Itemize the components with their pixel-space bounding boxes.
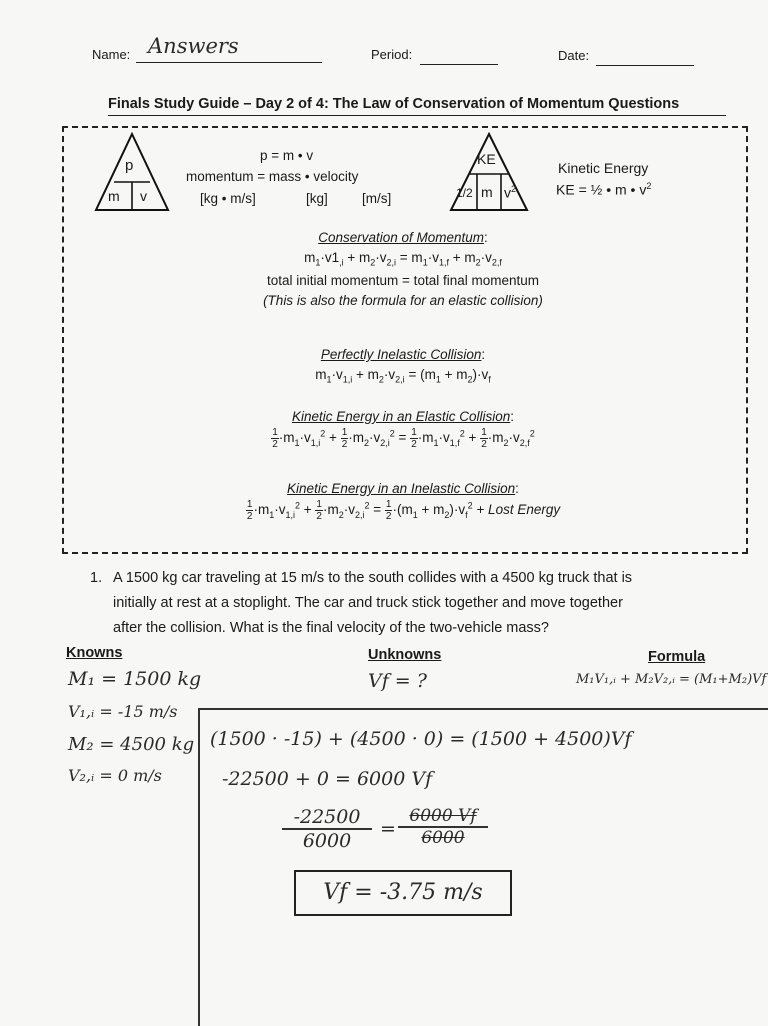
known-v1i: V₁,ᵢ = -15 m/s [68,702,178,721]
triangle-v: v [140,188,147,204]
ke-elastic-title: Kinetic Energy in an Elastic Collision [291,409,511,424]
period-line [420,46,498,65]
pic-title: Perfectly Inelastic Collision [320,347,482,362]
com-section: Conservation of Momentum: $m_1\cdot v1_{,i} + m_2\cdot v_{2,i} = m_1\cdot v_{1,f} + m_2\cdot v_{2,f}$ total initial momentum = total final momentum (This is also the formula for an elastic collision) [100,230,706,308]
ke-triangle-m: m [481,184,493,200]
units-velocity: [m/s] [362,191,392,206]
question-line-2: initially at rest at a stoplight. The car and truck stick together and move together [113,595,623,611]
name-label: Name: [92,47,131,62]
ke-triangle-v: $v^2$ [504,184,517,201]
lost-energy: + Lost Energy [476,502,561,518]
com-total: total initial momentum = total final momentum [267,272,539,288]
ke-elastic-section: Kinetic Energy in an Elastic Collision: $\frac{1}{2}$ $\cdot m_1\cdot v_{1,i}^2$ + $\frac{1}{2}$ $\cdot m_2\cdot v_{2,i}^2$ = $\frac{1}{2}$ $\cdot m_1\cdot v_{1,f}^2$ + $\frac{1}{2}$ $\cdot m_2\cdot v_{2,f}^2$ [100,409,706,450]
unknowns-header: Unknowns [368,647,442,663]
question-text [113,566,753,641]
triangle-p: p [125,157,134,174]
question-number: 1. [90,570,103,586]
units-mass: [kg] [306,191,328,206]
ke-inelastic-equation: $\frac{1}{2}$ $\cdot m_1\cdot v_{1,i}^2$ + $\frac{1}{2}$ $\cdot m_2\cdot v_{2,i}^2$ = $\frac{1}{2}$ $\cdot(m_1 + m_2)\cdot v_f^2$ + Lost Energy [246,499,561,522]
known-m2: M₂ = 4500 kg [68,734,195,755]
triangle-m: m [108,188,120,204]
momentum-formula: p = m • v [260,148,314,163]
knowns-header: Knowns [66,645,123,661]
ke-triangle-half: 1/2 [456,186,473,200]
formula-handwritten: M₁V₁,ᵢ + M₂V₂,ᵢ = (M₁+M₂)Vf [576,672,767,687]
unknown-vf: Vf = ? [368,670,427,692]
date-label: Date: [558,48,590,63]
title-underline [108,115,726,116]
known-v2i: V₂,ᵢ = 0 m/s [68,766,162,785]
work-equals: = [380,818,396,840]
final-answer-box: Vf = -3.75 m/s [294,870,512,916]
question-line-1: A 1500 kg car traveling at 15 m/s to the south collides with a 4500 kg truck that is [113,570,633,586]
question-line-3: after the collision. What is the final velocity of the two-vehicle mass? [113,620,549,636]
work-line-1: (1500 · -15) + (4500 · 0) = (1500 + 4500)Vf [210,728,632,750]
work-box [198,708,768,1026]
pic-section: Perfectly Inelastic Collision: $m_1\cdot v_{1,i} + m_2\cdot v_{2,i} = (m_1 + m_2)\cdot v_f$ [100,347,706,385]
ke-triangle-ke: KE [477,151,496,167]
ke-formula: KE = ½ • m • $v^2$ [556,181,652,198]
units-momentum: [kg • m/s] [200,191,256,206]
page-title: Finals Study Guide – Day 2 of 4: The Law of Conservation of Momentum Questions [108,96,680,112]
work-fraction-left: -22500 6000 [282,806,372,852]
momentum-words: momentum = mass • velocity [186,169,359,184]
name-value: Answers [148,34,239,58]
formula-header: Formula [648,649,706,665]
known-m1: M₁ = 1500 kg [68,668,202,690]
pic-equation: $m_1\cdot v_{1,i} + m_2\cdot v_{2,i} = (m_1 + m_2)\cdot v_f$ [315,367,491,385]
com-title: Conservation of Momentum [318,230,485,245]
period-label: Period: [371,47,413,62]
ke-inelastic-section: Kinetic Energy in an Inelastic Collision: $\frac{1}{2}$ $\cdot m_1\cdot v_{1,i}^2$ + $\frac{1}{2}$ $\cdot m_2\cdot v_{2,i}^2$ = $\frac{1}{2}$ $\cdot(m_1 + m_2)\cdot v_f^2$ + Lost Energy [100,481,706,522]
date-line [596,47,694,66]
com-note: (This is also the formula for an elastic collision) [263,292,543,308]
work-fraction-right: 6000 Vf 6000 [398,806,488,848]
ke-inelastic-title: Kinetic Energy in an Inelastic Collision [287,481,516,496]
ke-elastic-equation: $\frac{1}{2}$ $\cdot m_1\cdot v_{1,i}^2$ + $\frac{1}{2}$ $\cdot m_2\cdot v_{2,i}^2$ = $\frac{1}{2}$ $\cdot m_1\cdot v_{1,f}^2$ + $\frac{1}{2}$ $\cdot m_2\cdot v_{2,f}^2$ [272,427,535,450]
com-equation: $m_1\cdot v1_{,i} + m_2\cdot v_{2,i} = m_1\cdot v_{1,f} + m_2\cdot v_{2,f}$ [304,250,502,268]
ke-title: Kinetic Energy [558,160,649,176]
kinetic-energy-triangle-icon [449,132,529,212]
work-line-2: -22500 + 0 = 6000 Vf [222,768,433,790]
